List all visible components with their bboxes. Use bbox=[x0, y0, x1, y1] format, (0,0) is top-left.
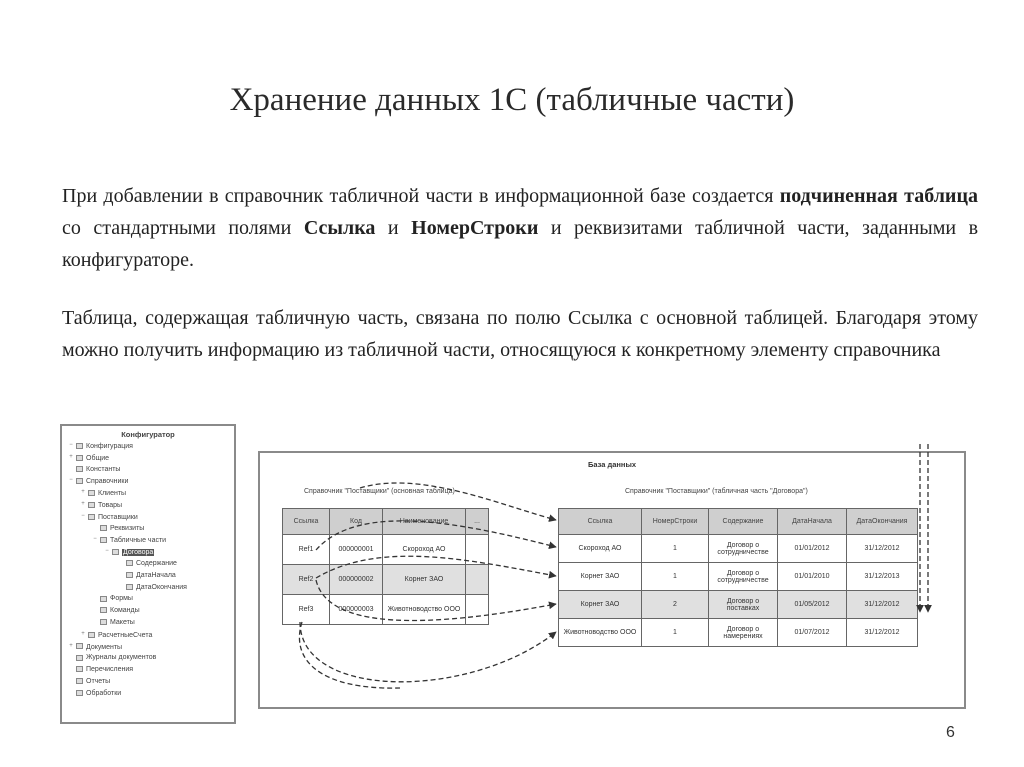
table-row bbox=[559, 619, 918, 647]
folder-icon bbox=[76, 666, 83, 672]
table-cell: Ref1 bbox=[283, 535, 330, 565]
tree-item[interactable] bbox=[62, 629, 234, 641]
tree-item[interactable] bbox=[62, 499, 234, 511]
tree-item-label: Конфигурация bbox=[86, 442, 133, 450]
table-cell bbox=[466, 595, 489, 625]
tree-item-label: Клиенты bbox=[98, 489, 127, 497]
table-cell: 31/12/2012 bbox=[847, 619, 918, 647]
folder-icon bbox=[76, 690, 83, 696]
folder-icon bbox=[126, 560, 133, 566]
folder-icon bbox=[100, 619, 107, 625]
main-table bbox=[282, 508, 489, 625]
collapse-icon[interactable]: − bbox=[69, 477, 73, 484]
tree-item[interactable] bbox=[62, 688, 234, 700]
tree-item[interactable] bbox=[62, 570, 234, 582]
table-row bbox=[283, 565, 489, 595]
expand-icon[interactable]: + bbox=[81, 489, 85, 496]
table-row bbox=[283, 535, 489, 565]
folder-icon bbox=[88, 514, 95, 520]
folder-icon bbox=[76, 678, 83, 684]
table-cell: 000000001 bbox=[330, 535, 383, 565]
column-header: ДатаОкончания bbox=[847, 509, 918, 535]
configurator-items bbox=[62, 440, 234, 700]
tree-item-label: Макеты bbox=[110, 618, 135, 626]
table-cell: 2 bbox=[642, 591, 709, 619]
tree-item-label: Журналы документов bbox=[86, 654, 157, 662]
tree-item-label: Реквизиты bbox=[110, 524, 145, 532]
paragraph-1 bbox=[62, 180, 978, 276]
collapse-icon[interactable]: − bbox=[105, 548, 109, 555]
column-header: ... bbox=[466, 509, 489, 535]
collapse-icon[interactable]: − bbox=[69, 442, 73, 448]
tree-item-label: ДатаНачала bbox=[136, 571, 176, 579]
table-cell: 01/05/2012 bbox=[778, 591, 847, 619]
tabular-table-caption: Справочник "Поставщики" (табличная часть "Договора") bbox=[625, 488, 808, 495]
tree-item-label: Договора bbox=[123, 548, 154, 556]
table-cell: 01/01/2010 bbox=[778, 563, 847, 591]
folder-icon bbox=[76, 478, 83, 484]
tree-item-label: Документы bbox=[86, 643, 123, 651]
tree-item[interactable] bbox=[62, 452, 234, 464]
table-cell: 31/12/2012 bbox=[847, 535, 918, 563]
folder-icon bbox=[100, 525, 107, 531]
folder-icon bbox=[76, 655, 83, 661]
table-cell: Ref3 bbox=[283, 595, 330, 625]
page-number: 6 bbox=[946, 724, 955, 741]
tree-item-label: Формы bbox=[110, 595, 133, 603]
table-cell: 31/12/2012 bbox=[847, 591, 918, 619]
configurator-title: Конфигуратор bbox=[121, 430, 175, 439]
table-cell: 01/07/2012 bbox=[778, 619, 847, 647]
table-cell: 000000003 bbox=[330, 595, 383, 625]
slide-title: Хранение данных 1С (табличные части) bbox=[229, 82, 795, 118]
paragraph-2: Таблица, содержащая табличную часть, связана по полю Ссылка с основной таблицей. Благодаря этому можно получить информацию из табличной части, относящуюся к конкретному элементу справочника bbox=[62, 307, 978, 361]
table-cell: Договор о намерениях bbox=[709, 619, 778, 647]
column-header: Ссылка bbox=[283, 509, 330, 535]
tree-item-label: Табличные части bbox=[110, 537, 167, 545]
table-cell: Корнет ЗАО bbox=[559, 563, 642, 591]
tree-item[interactable] bbox=[62, 641, 234, 653]
tree-item[interactable] bbox=[62, 523, 234, 535]
tree-item[interactable] bbox=[62, 511, 234, 523]
tree-item[interactable] bbox=[62, 546, 234, 558]
tree-item[interactable] bbox=[62, 617, 234, 629]
p1-text-4: и реквизитами табличной части, заданными в конфигураторе. bbox=[62, 217, 979, 271]
tree-item[interactable] bbox=[62, 487, 234, 499]
tree-item[interactable] bbox=[62, 582, 234, 594]
column-header: Наименование bbox=[383, 509, 466, 535]
table-cell: 000000002 bbox=[330, 565, 383, 595]
tree-item[interactable] bbox=[62, 652, 234, 664]
tree-item-label: Обработки bbox=[86, 689, 122, 697]
table-row bbox=[559, 591, 918, 619]
tree-item-label: Поставщики bbox=[98, 513, 138, 521]
tree-item[interactable] bbox=[62, 664, 234, 676]
column-header: Код bbox=[330, 509, 383, 535]
expand-icon[interactable]: + bbox=[69, 642, 73, 649]
tabular-part-table bbox=[558, 508, 918, 647]
table-cell: Скороход АО bbox=[559, 535, 642, 563]
tree-item[interactable] bbox=[62, 475, 234, 487]
column-header: ДатаНачала bbox=[778, 509, 847, 535]
table-cell: Договор о поставках bbox=[709, 591, 778, 619]
expand-icon[interactable]: + bbox=[69, 453, 73, 460]
table-cell: 1 bbox=[642, 563, 709, 591]
table-cell: Животноводство ООО bbox=[383, 595, 466, 625]
tree-item-label: Справочники bbox=[86, 478, 129, 486]
column-header: Содержание bbox=[709, 509, 778, 535]
table-row bbox=[283, 595, 489, 625]
tree-item[interactable] bbox=[62, 605, 234, 617]
folder-icon bbox=[126, 572, 133, 578]
tree-item-label: Отчеты bbox=[86, 677, 111, 685]
tree-item-label: Перечисления bbox=[86, 666, 134, 674]
folder-icon bbox=[76, 443, 83, 449]
expand-icon[interactable]: + bbox=[81, 500, 85, 507]
folder-icon bbox=[100, 537, 107, 543]
tree-item[interactable] bbox=[62, 593, 234, 605]
table-cell: 1 bbox=[642, 619, 709, 647]
folder-icon bbox=[76, 643, 83, 649]
database-panel bbox=[258, 451, 966, 709]
tree-item-label: Команды bbox=[110, 607, 140, 615]
tree-item-label: ДатаОкончания bbox=[136, 583, 187, 591]
column-header: Ссылка bbox=[559, 509, 642, 535]
p1-bold-nomerstroki: НомерСтроки bbox=[411, 217, 539, 239]
folder-icon bbox=[100, 607, 107, 613]
folder-icon bbox=[100, 596, 107, 602]
collapse-icon[interactable]: − bbox=[93, 536, 97, 543]
folder-icon bbox=[88, 490, 95, 496]
collapse-icon[interactable]: − bbox=[81, 512, 85, 519]
folder-icon bbox=[112, 549, 119, 555]
folder-icon bbox=[76, 455, 83, 461]
table-cell bbox=[466, 565, 489, 595]
tree-item-label: РасчетныеСчета bbox=[98, 631, 153, 639]
folder-icon bbox=[76, 466, 83, 472]
tree-item-label: Товары bbox=[98, 501, 123, 509]
database-title: База данных bbox=[587, 460, 637, 469]
main-table-caption: Справочник "Поставщики" (основная таблица) bbox=[304, 488, 455, 495]
table-cell bbox=[466, 535, 489, 565]
table-cell: Договор о сотрудничестве bbox=[709, 563, 778, 591]
table-cell: Договор о сотрудничестве bbox=[709, 535, 778, 563]
tree-item-label: Содержание bbox=[136, 559, 177, 567]
p1-bold-subordinate-table: подчиненная таблица bbox=[779, 185, 978, 207]
tree-item-label: Общие bbox=[86, 454, 110, 462]
table-cell: Корнет ЗАО bbox=[559, 591, 642, 619]
table-cell: Ref2 bbox=[283, 565, 330, 595]
folder-icon bbox=[88, 632, 95, 638]
tree-item-label: Константы bbox=[86, 465, 121, 473]
table-cell: Скороход АО bbox=[383, 535, 466, 565]
table-cell: 1 bbox=[642, 535, 709, 563]
table-cell: Животноводство ООО bbox=[559, 619, 642, 647]
p1-text-3: и bbox=[375, 217, 412, 239]
configurator-tree bbox=[60, 424, 236, 724]
table-row bbox=[559, 563, 918, 591]
p1-text-2: со стандартными полями bbox=[62, 217, 304, 239]
column-header: НомерСтроки bbox=[642, 509, 709, 535]
tree-item[interactable] bbox=[62, 464, 234, 476]
folder-icon bbox=[88, 502, 95, 508]
p1-text-1: При добавлении в справочник табличной части в информационной базе создается bbox=[62, 185, 780, 207]
table-row bbox=[559, 535, 918, 563]
tree-item[interactable] bbox=[62, 534, 234, 546]
expand-icon[interactable]: + bbox=[81, 630, 85, 637]
folder-icon bbox=[126, 584, 133, 590]
table-cell: 31/12/2013 bbox=[847, 563, 918, 591]
tree-item[interactable] bbox=[62, 676, 234, 688]
tree-item[interactable] bbox=[62, 440, 234, 452]
p1-bold-ssylka: Ссылка bbox=[303, 217, 376, 239]
table-cell: Корнет ЗАО bbox=[383, 565, 466, 595]
tree-item[interactable] bbox=[62, 558, 234, 570]
table-cell: 01/01/2012 bbox=[778, 535, 847, 563]
